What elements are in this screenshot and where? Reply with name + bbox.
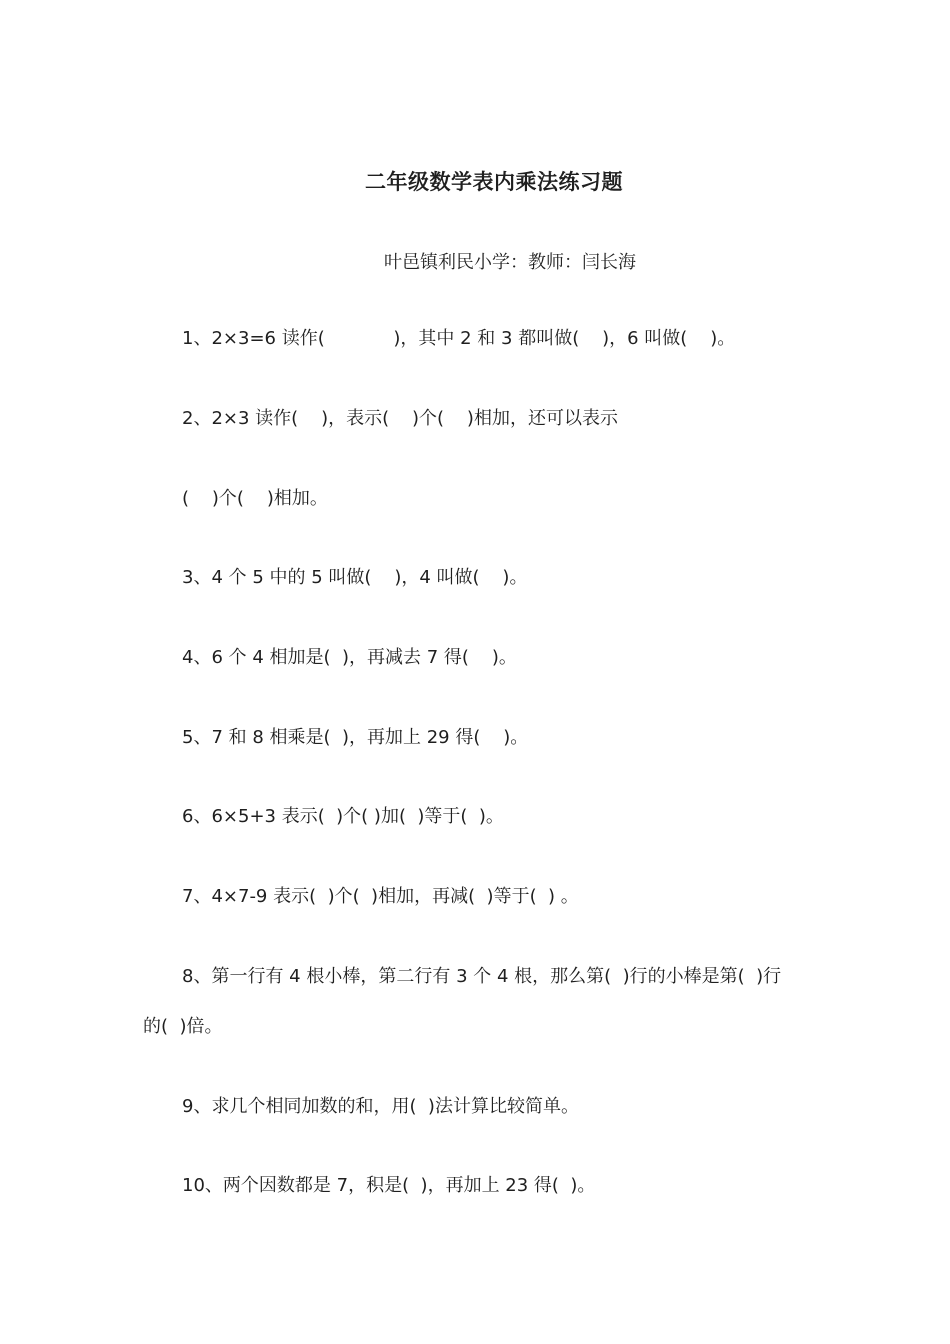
question-6: 6、6×5+3 表示( )个( )加( )等于( )。 (182, 806, 504, 827)
question-10: 10、两个因数都是 7，积是( )，再加上 23 得( )。 (182, 1175, 596, 1196)
question-8: 8、第一行有 4 根小棒，第二行有 3 个 4 根，那么第( )行的小棒是第( )行 (182, 966, 782, 987)
document-title: 二年级数学表内乘法练习题 (365, 170, 623, 194)
question-1: 1、2×3=6 读作( )，其中 2 和 3 都叫做( )，6 叫做( )。 (182, 328, 736, 349)
question-2-continued: ( )个( )相加。 (182, 488, 328, 509)
question-7: 7、4×7-9 表示( )个( )相加，再减( )等于( ) 。 (182, 886, 579, 907)
question-5: 5、7 和 8 相乘是( )，再加上 29 得( )。 (182, 727, 529, 748)
question-9: 9、求几个相同加数的和，用( )法计算比较简单。 (182, 1096, 579, 1117)
question-4: 4、6 个 4 相加是( )，再减去 7 得( )。 (182, 647, 517, 668)
author-line: 叶邑镇利民小学：教师：闫长海 (384, 252, 636, 273)
question-2: 2、2×3 读作( )，表示( )个( )相加，还可以表示 (182, 408, 618, 429)
question-3: 3、4 个 5 中的 5 叫做( )，4 叫做( )。 (182, 567, 528, 588)
question-8-continued: 的( )倍。 (143, 1016, 223, 1037)
